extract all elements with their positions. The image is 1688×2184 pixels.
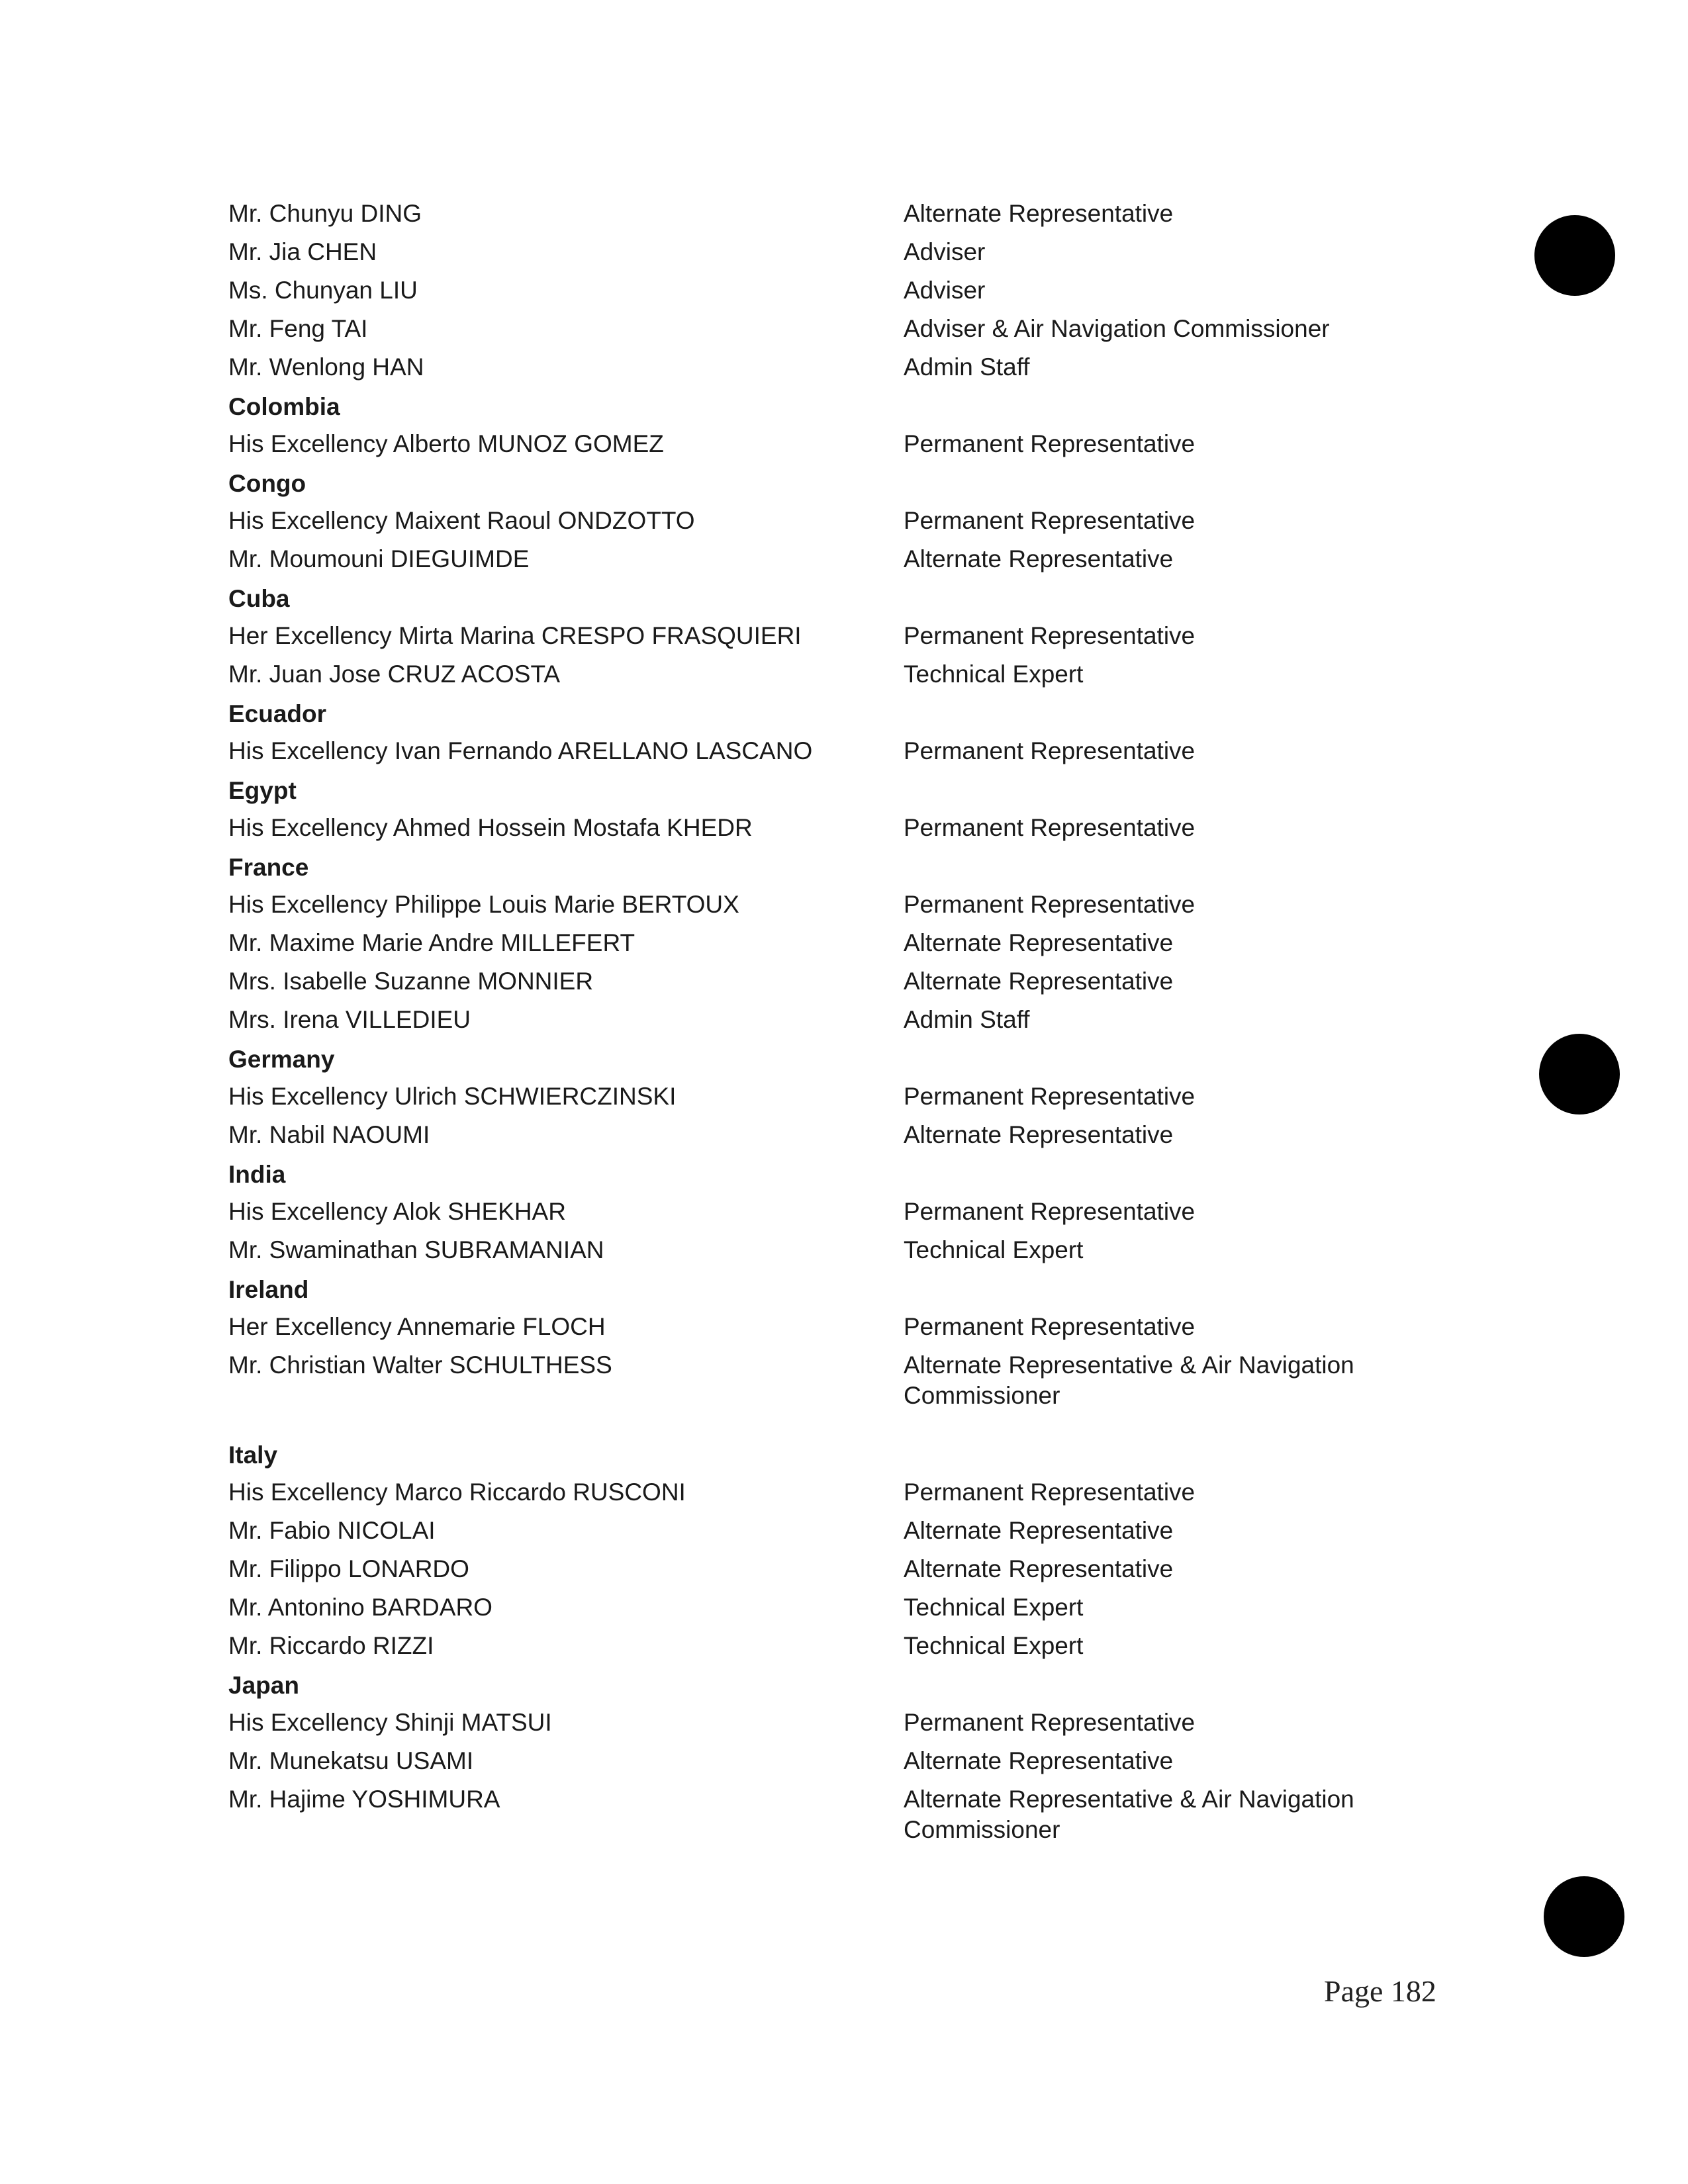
delegate-row bbox=[228, 1235, 1420, 1265]
delegate-row bbox=[228, 621, 1420, 651]
country-heading: Germany bbox=[228, 1046, 335, 1073]
delegate-name: Mr. Antonino BARDARO bbox=[228, 1594, 492, 1621]
delegate-role: Permanent Representative bbox=[904, 1083, 1196, 1110]
country-heading: Egypt bbox=[228, 777, 297, 804]
delegate-row bbox=[228, 928, 1420, 958]
delegate-role: Alternate Representative bbox=[904, 545, 1174, 572]
delegate-role: Adviser bbox=[904, 238, 986, 265]
country-heading: India bbox=[228, 1161, 286, 1188]
delegate-row bbox=[228, 966, 1420, 997]
delegate-role: Alternate Representative bbox=[904, 1517, 1174, 1544]
delegate-row bbox=[228, 1554, 1420, 1584]
delegate-name: Mrs. Irena VILLEDIEU bbox=[228, 1006, 471, 1033]
delegate-role: Alternate Representative bbox=[904, 1555, 1174, 1582]
delegate-name: His Excellency Alberto MUNOZ GOMEZ bbox=[228, 430, 664, 457]
delegate-name: Mr. Feng TAI bbox=[228, 315, 368, 342]
country-heading: Italy bbox=[228, 1441, 278, 1469]
delegate-name: Mr. Moumouni DIEGUIMDE bbox=[228, 545, 530, 572]
delegate-role: Adviser & Air Navigation Commissioner bbox=[904, 315, 1330, 342]
delegate-row bbox=[228, 506, 1420, 536]
delegate-role: Adviser bbox=[904, 277, 986, 304]
delegate-name: Ms. Chunyan LIU bbox=[228, 277, 418, 304]
delegate-row bbox=[228, 1631, 1420, 1661]
delegate-role: Admin Staff bbox=[904, 353, 1030, 381]
delegate-name: His Excellency Maixent Raoul ONDZOTTO bbox=[228, 507, 695, 534]
delegate-role: Permanent Representative bbox=[904, 622, 1196, 649]
country-heading: Ecuador bbox=[228, 700, 327, 727]
delegate-row bbox=[228, 1516, 1420, 1546]
delegate-role: Admin Staff bbox=[904, 1006, 1030, 1033]
delegate-name: His Excellency Shinji MATSUI bbox=[228, 1709, 552, 1736]
delegate-row bbox=[228, 237, 1420, 267]
delegate-role: Technical Expert bbox=[904, 1632, 1084, 1659]
delegate-role: Technical Expert bbox=[904, 1236, 1084, 1263]
delegate-row bbox=[228, 813, 1420, 843]
delegate-role: Alternate Representative bbox=[904, 929, 1174, 956]
delegate-row bbox=[228, 659, 1420, 690]
delegate-name: Her Excellency Annemarie FLOCH bbox=[228, 1313, 606, 1340]
delegate-row bbox=[228, 429, 1420, 459]
delegate-role: Permanent Representative bbox=[904, 1709, 1196, 1736]
delegate-row bbox=[228, 889, 1420, 920]
delegate-role: Alternate Representative bbox=[904, 200, 1174, 227]
delegate-row bbox=[228, 736, 1420, 766]
delegate-row bbox=[228, 1592, 1420, 1623]
delegate-role: Permanent Representative bbox=[904, 507, 1196, 534]
delegate-name: Mr. Filippo LONARDO bbox=[228, 1555, 469, 1582]
delegate-role: Technical Expert bbox=[904, 660, 1084, 688]
delegate-name: Mr. Hajime YOSHIMURA bbox=[228, 1786, 500, 1813]
delegate-name: Mr. Riccardo RIZZI bbox=[228, 1632, 434, 1659]
delegate-row bbox=[228, 314, 1420, 344]
delegate-name: Mr. Juan Jose CRUZ ACOSTA bbox=[228, 660, 560, 688]
delegate-row bbox=[228, 199, 1420, 229]
delegate-name: His Excellency Ahmed Hossein Mostafa KHEDR bbox=[228, 814, 753, 841]
country-heading: Colombia bbox=[228, 393, 340, 420]
delegate-row bbox=[228, 1746, 1420, 1776]
delegate-name: Mr. Munekatsu USAMI bbox=[228, 1747, 474, 1774]
delegate-name: His Excellency Alok SHEKHAR bbox=[228, 1198, 566, 1225]
delegate-name: His Excellency Marco Riccardo RUSCONI bbox=[228, 1479, 686, 1506]
delegate-row bbox=[228, 1120, 1420, 1150]
delegate-role: Permanent Representative bbox=[904, 1198, 1196, 1225]
delegate-name: Mrs. Isabelle Suzanne MONNIER bbox=[228, 968, 594, 995]
delegate-role: Permanent Representative bbox=[904, 1313, 1196, 1340]
country-heading: Ireland bbox=[228, 1276, 309, 1303]
delegate-name: Mr. Chunyu DING bbox=[228, 200, 422, 227]
delegate-name: Mr. Christian Walter SCHULTHESS bbox=[228, 1351, 612, 1379]
delegate-role: Alternate Representative & Air Navigation Commissioner bbox=[904, 1351, 1354, 1409]
delegate-name: His Excellency Ivan Fernando ARELLANO LASCANO bbox=[228, 737, 813, 764]
page-number: Page 182 bbox=[1324, 1974, 1436, 2008]
delegate-name: Mr. Jia CHEN bbox=[228, 238, 377, 265]
delegate-row bbox=[228, 1312, 1420, 1342]
delegate-row bbox=[228, 1707, 1420, 1738]
delegate-row bbox=[228, 275, 1420, 306]
country-heading: France bbox=[228, 854, 309, 881]
delegate-row bbox=[228, 1197, 1420, 1227]
delegate-name: Mr. Nabil NAOUMI bbox=[228, 1121, 430, 1148]
delegate-role: Alternate Representative bbox=[904, 1121, 1174, 1148]
delegate-row bbox=[228, 1477, 1420, 1508]
delegate-role: Permanent Representative bbox=[904, 1479, 1196, 1506]
country-heading: Cuba bbox=[228, 585, 290, 612]
delegate-name: Mr. Wenlong HAN bbox=[228, 353, 424, 381]
delegate-name: His Excellency Philippe Louis Marie BERTOUX bbox=[228, 891, 739, 918]
delegate-name: Mr. Fabio NICOLAI bbox=[228, 1517, 436, 1544]
delegate-row bbox=[228, 1784, 1420, 1845]
delegate-list bbox=[228, 199, 1420, 1853]
delegate-role: Permanent Representative bbox=[904, 891, 1196, 918]
delegate-row bbox=[228, 352, 1420, 383]
delegate-name: Mr. Swaminathan SUBRAMANIAN bbox=[228, 1236, 604, 1263]
delegate-role: Alternate Representative bbox=[904, 1747, 1174, 1774]
delegate-name: Mr. Maxime Marie Andre MILLEFERT bbox=[228, 929, 635, 956]
delegate-name: Her Excellency Mirta Marina CRESPO FRASQUIERI bbox=[228, 622, 802, 649]
delegate-row bbox=[228, 1005, 1420, 1035]
delegate-role: Permanent Representative bbox=[904, 814, 1196, 841]
delegate-role: Technical Expert bbox=[904, 1594, 1084, 1621]
delegate-name: His Excellency Ulrich SCHWIERCZINSKI bbox=[228, 1083, 677, 1110]
delegate-role: Alternate Representative & Air Navigation Commissioner bbox=[904, 1786, 1354, 1843]
punch-hole bbox=[1544, 1876, 1624, 1957]
delegate-row bbox=[228, 544, 1420, 574]
delegate-role: Alternate Representative bbox=[904, 968, 1174, 995]
country-heading: Japan bbox=[228, 1672, 299, 1699]
delegate-row bbox=[228, 1081, 1420, 1112]
punch-hole bbox=[1534, 215, 1615, 296]
delegate-role: Permanent Representative bbox=[904, 430, 1196, 457]
country-heading: Congo bbox=[228, 470, 306, 497]
punch-hole bbox=[1539, 1034, 1620, 1115]
delegate-role: Permanent Representative bbox=[904, 737, 1196, 764]
delegate-row bbox=[228, 1350, 1420, 1411]
